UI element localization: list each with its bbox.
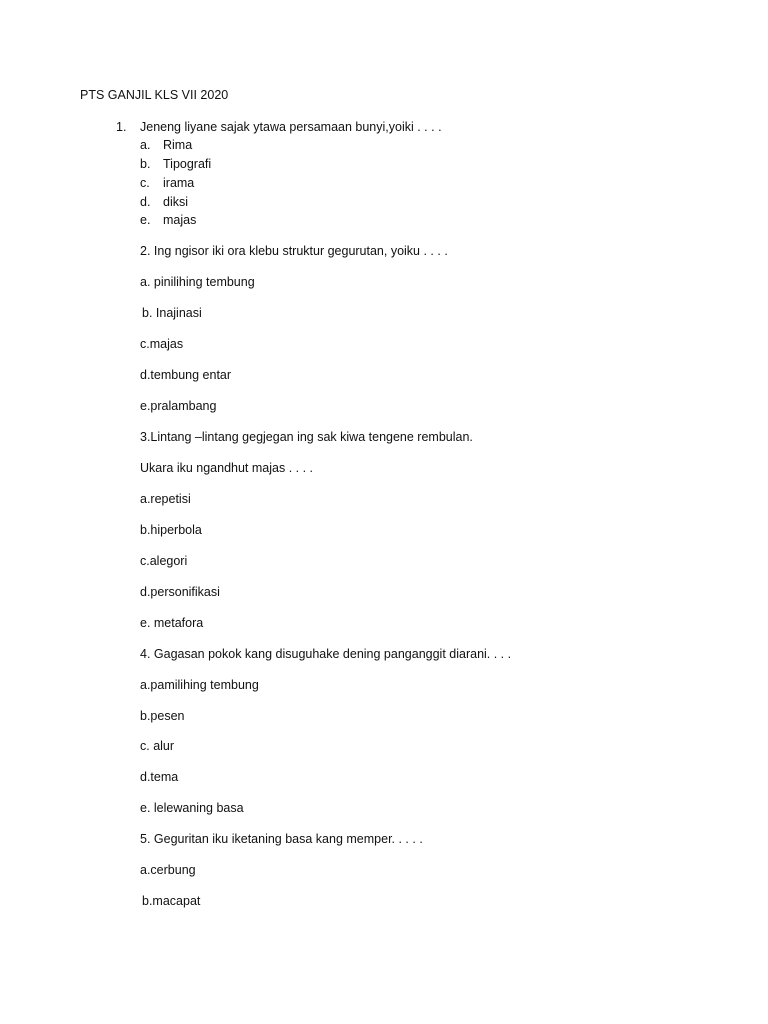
question-5-text: 5. Geguritan iku iketaning basa kang memper. . . . . [140,832,423,846]
question-2-option-d: d.tembung entar [140,368,232,382]
question-5-option-b: b.macapat [142,894,201,908]
document-title: PTS GANJIL KLS VII 2020 [80,88,229,102]
question-1-number: 1. [116,120,127,134]
question-4-option-e: e. lelewaning basa [140,801,244,815]
option-text: irama [163,176,195,190]
option-letter: c. [140,176,150,190]
question-3-prompt: Ukara iku ngandhut majas . . . . [140,461,314,475]
question-4-option-d: d.tema [140,770,179,784]
option-text: Tipografi [163,157,212,171]
option-letter: e. [140,213,151,227]
question-5-option-a: a.cerbung [140,863,196,877]
question-3-text: 3.Lintang –lintang gegjegan ing sak kiwa tengene rembulan. [140,430,473,444]
question-3-option-e: e. metafora [140,616,204,630]
question-2-option-c: c.majas [140,337,184,351]
question-4-option-b: b.pesen [140,709,185,723]
option-letter: b. [140,157,151,171]
question-3-option-d: d.personifikasi [140,585,220,599]
question-3-option-b: b.hiperbola [140,523,202,537]
option-text: majas [163,213,197,227]
question-2-option-b: b. Inajinasi [142,306,202,320]
option-text: diksi [163,195,189,209]
question-3-option-c: c.alegori [140,554,188,568]
option-text: Rima [163,138,193,152]
question-2-option-e: e.pralambang [140,399,217,413]
question-2-text: 2. Ing ngisor iki ora klebu struktur gegurutan, yoiku . . . . [140,244,448,258]
question-4-option-c: c. alur [140,739,175,753]
option-letter: d. [140,195,151,209]
question-1-text: Jeneng liyane sajak ytawa persamaan bunyi,yoiki . . . . [140,120,442,134]
question-2-option-a: a. pinilihing tembung [140,275,255,289]
question-4-text: 4. Gagasan pokok kang disuguhake dening panganggit diarani. . . . [140,647,512,661]
option-letter: a. [140,138,151,152]
question-4-option-a: a.pamilihing tembung [140,678,259,692]
question-3-option-a: a.repetisi [140,492,191,506]
